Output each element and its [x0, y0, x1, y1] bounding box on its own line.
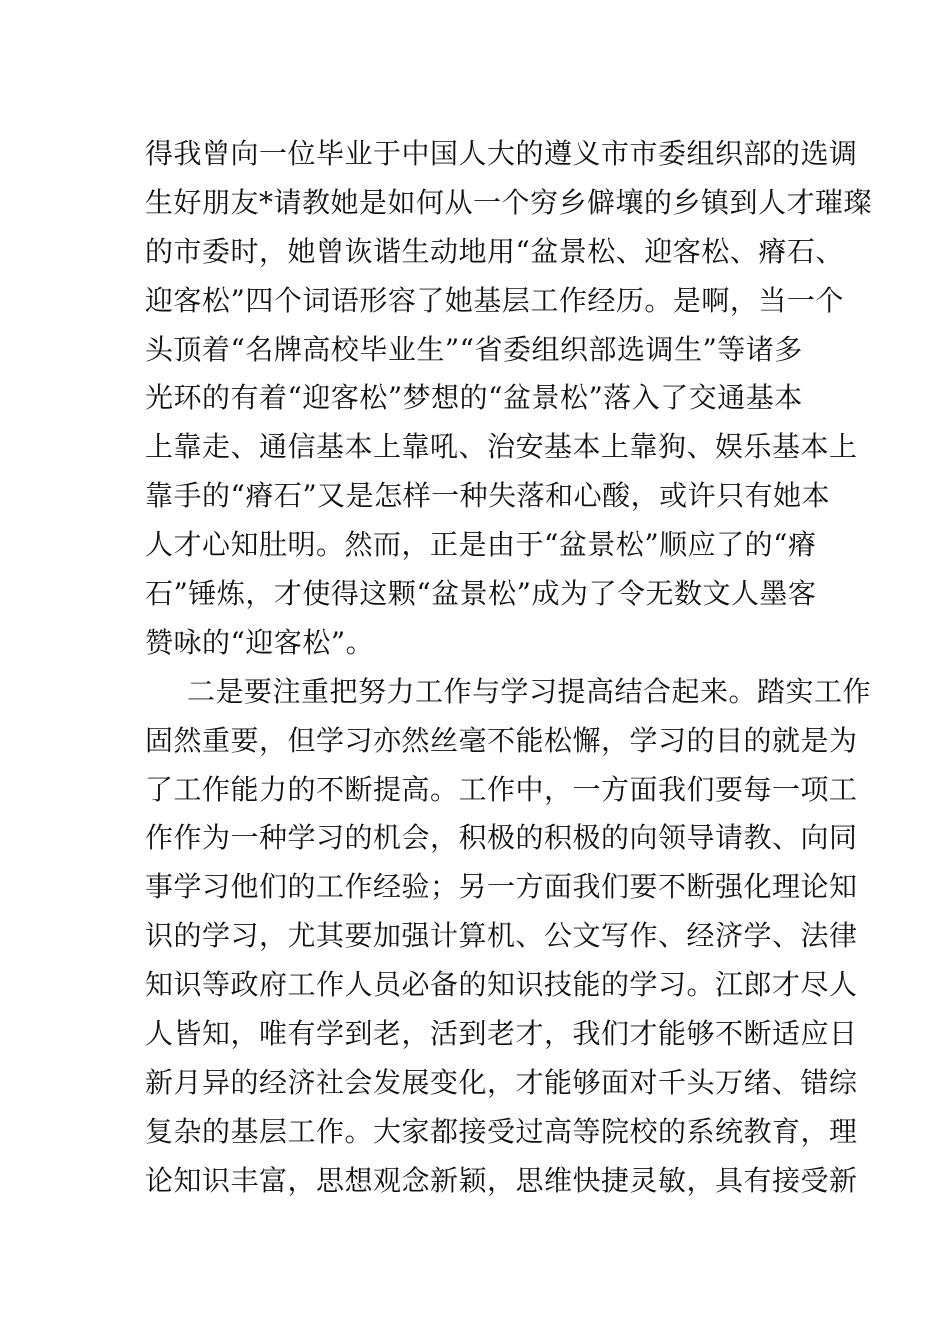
- paragraph-1: [145, 130, 873, 668]
- text-line: 事学习他们的工作经验；另一方面我们要不断强化理论知: [145, 870, 858, 904]
- text-line: 复杂的基层工作。大家都接受过高等院校的系统教育，理: [145, 1114, 858, 1148]
- text-line: 作作为一种学习的机会，积极的积极的向领导请教、向同: [145, 821, 858, 855]
- text-line: 人才心知肚明。然而，正是由于“盆景松”顺应了的“瘠: [145, 528, 817, 562]
- text-line: 了工作能力的不断提高。工作中，一方面我们要每一项工: [145, 772, 858, 806]
- text-line: 迎客松”四个词语形容了她基层工作经历。是啊，当一个: [145, 283, 844, 317]
- text-line: 光环的有着“迎客松”梦想的“盆景松”落入了交通基本: [145, 381, 803, 415]
- text-line: 人皆知，唯有学到老，活到老才，我们才能够不断适应日: [145, 1017, 858, 1051]
- text-line: 新月异的经济社会发展变化，才能够面对千头万绪、错综: [145, 1065, 858, 1099]
- text-line: 二是要注重把努力工作与学习提高结合起来。踏实工作: [187, 674, 872, 708]
- text-line: 识的学习，尤其要加强计算机、公文写作、经济学、法律: [145, 919, 858, 953]
- text-line: 固然重要，但学习亦然丝毫不能松懈，学习的目的就是为: [145, 723, 858, 757]
- text-line: 生好朋友*请教她是如何从一个穷乡僻壤的乡镇到人才璀璨: [145, 185, 873, 219]
- document-body: [145, 130, 873, 1206]
- text-line: 赞咏的“迎客松”。: [145, 625, 375, 659]
- text-line: 石”锤炼，才使得这颗“盆景松”成为了令无数文人墨客: [145, 577, 817, 611]
- text-line: 知识等政府工作人员必备的知识技能的学习。江郎才尽人: [145, 968, 858, 1002]
- text-line: 的市委时，她曾诙谐生动地用“盆景松、迎客松、瘠石、: [145, 234, 844, 268]
- text-line: 论知识丰富，思想观念新颖，思维快捷灵敏，具有接受新: [145, 1163, 858, 1197]
- text-line: 上靠走、通信基本上靠吼、治安基本上靠狗、娱乐基本上: [145, 430, 858, 464]
- text-line: 得我曾向一位毕业于中国人大的遵义市市委组织部的选调: [145, 137, 858, 170]
- text-line: 靠手的“瘠石”又是怎样一种失落和心酸，或许只有她本: [145, 479, 831, 513]
- paragraph-2: [145, 668, 872, 1206]
- text-line: 头顶着“名牌高校毕业生”“省委组织部选调生”等诸多: [145, 332, 803, 366]
